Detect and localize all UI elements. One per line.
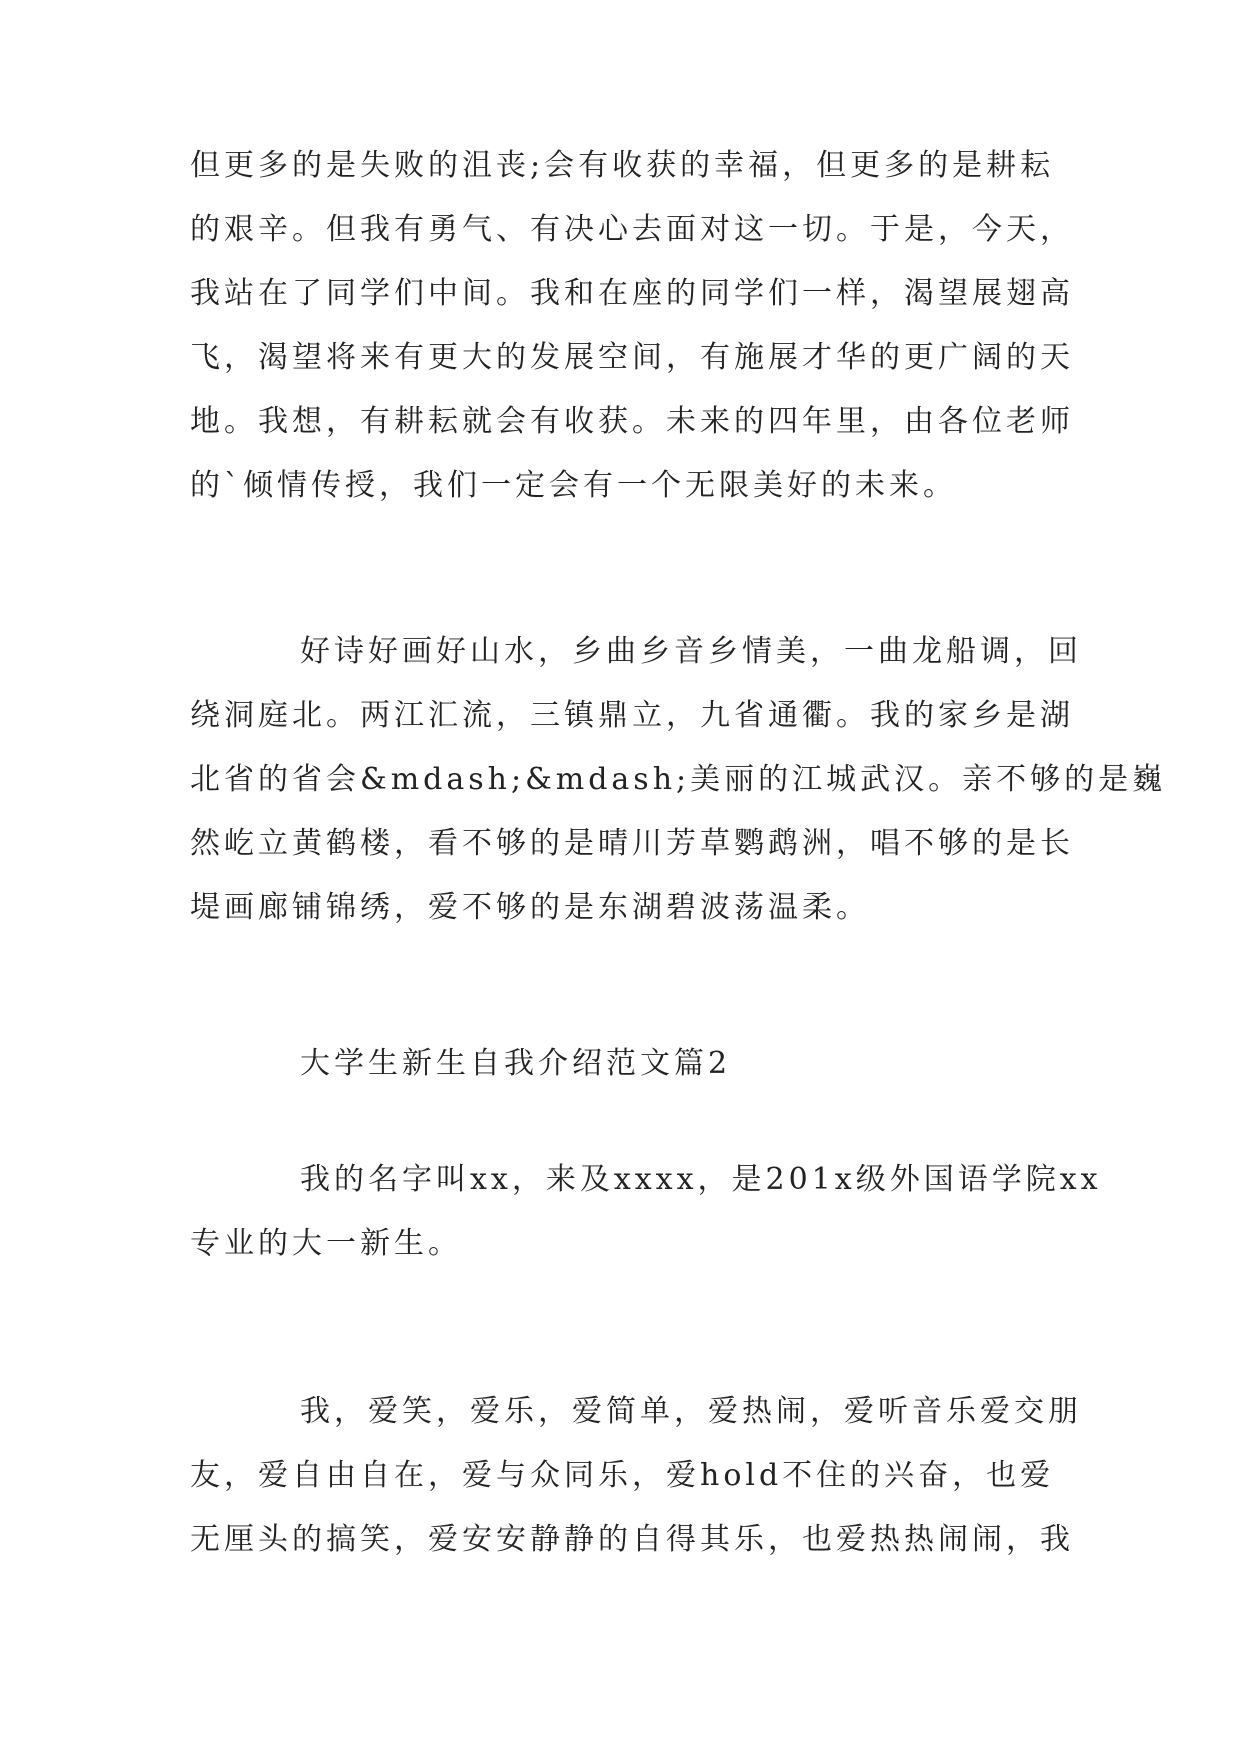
section-heading: 大学生新生自我介绍范文篇2 bbox=[300, 1046, 732, 1081]
paragraph-1-line-5: 地。我想，有耕耘就会有收获。未来的四年里，由各位老师 bbox=[190, 404, 1074, 439]
paragraph-2-line-1: 好诗好画好山水，乡曲乡音乡情美，一曲龙船调，回 bbox=[300, 634, 1082, 669]
paragraph-1-line-6: 的`倾情传授，我们一定会有一个无限美好的未来。 bbox=[190, 468, 957, 503]
paragraph-2-line-2: 绕洞庭北。两江汇流，三镇鼎立，九省通衢。我的家乡是湖 bbox=[190, 698, 1074, 733]
paragraph-1-line-4: 飞，渴望将来有更大的发展空间，有施展才华的更广阔的天 bbox=[190, 340, 1074, 375]
paragraph-3-line-2: 专业的大一新生。 bbox=[190, 1226, 462, 1261]
paragraph-1-line-2: 的艰辛。但我有勇气、有决心去面对这一切。于是，今天， bbox=[190, 212, 1074, 247]
paragraph-2-line-3: 北省的省会&mdash;&mdash;美丽的江城武汉。亲不够的是巍 bbox=[190, 762, 1167, 797]
paragraph-4-line-3: 无厘头的搞笑，爱安安静静的自得其乐，也爱热热闹闹，我 bbox=[190, 1522, 1074, 1557]
paragraph-3-line-1: 我的名字叫xx，来及xxxx，是201x级外国语学院xx bbox=[300, 1162, 1102, 1197]
paragraph-2-line-5: 堤画廊铺锦绣，爱不够的是东湖碧波荡温柔。 bbox=[190, 890, 870, 925]
paragraph-1-line-3: 我站在了同学们中间。我和在座的同学们一样，渴望展翅高 bbox=[190, 276, 1074, 311]
paragraph-4-line-1: 我，爱笑，爱乐，爱简单，爱热闹，爱听音乐爱交朋 bbox=[300, 1394, 1082, 1429]
paragraph-1-line-1: 但更多的是失败的沮丧;会有收获的幸福，但更多的是耕耘 bbox=[190, 148, 1055, 183]
paragraph-4-line-2: 友，爱自由自在，爱与众同乐，爱hold不住的兴奋，也爱 bbox=[190, 1458, 1055, 1493]
paragraph-2-line-4: 然屹立黄鹤楼，看不够的是晴川芳草鹦鹉洲，唱不够的是长 bbox=[190, 826, 1074, 861]
